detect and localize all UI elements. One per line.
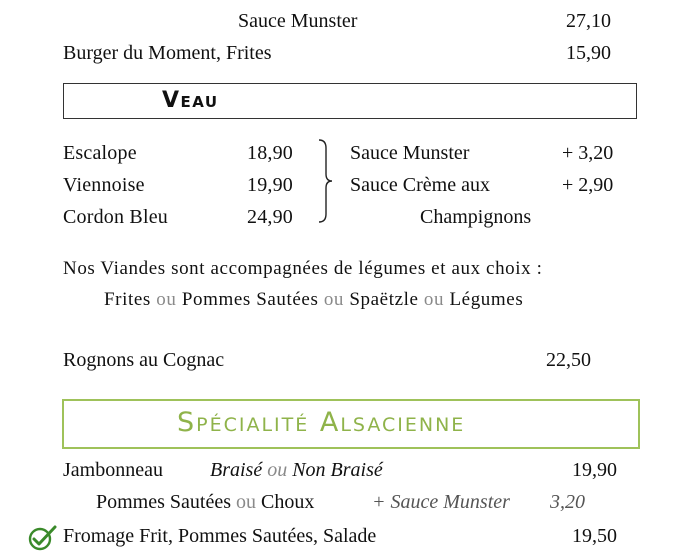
rognons-price: 22,50 (546, 349, 591, 371)
or-separator: ou (423, 289, 445, 310)
veau-section-title: Veau (162, 88, 219, 113)
side-pommes-sautees: Pommes Sautées (96, 491, 231, 513)
sauce-extra-price: 3,20 (550, 491, 585, 513)
jambonneau-sides (96, 491, 314, 514)
burger-label: Burger du Moment, Frites (63, 42, 272, 64)
fromage-frit-label: Fromage Frit, Pommes Sautées, Salade (63, 525, 377, 547)
side-choux: Choux (261, 491, 315, 513)
sauce-munster-label: Sauce Munster (350, 142, 470, 164)
check-circle-icon (28, 525, 58, 551)
accompaniment-options (104, 289, 523, 311)
veau-item-cordon-bleu: Cordon Bleu (63, 206, 168, 228)
or-separator: ou (236, 491, 256, 513)
right-brace-icon (316, 138, 336, 224)
specialite-section-title: Spécialité Alsacienne (177, 407, 466, 438)
sauce-munster-price: + 3,20 (562, 142, 614, 164)
veau-item-viennoise-price: 19,90 (247, 174, 293, 196)
fromage-frit-price: 19,50 (572, 525, 617, 547)
sauce-creme-continuation: Champignons (420, 206, 532, 228)
option-pommes-sautees: Pommes Sautées (181, 289, 319, 310)
sauce-extra-label: + Sauce Munster (372, 491, 510, 513)
jambonneau-options (210, 459, 383, 482)
veau-item-viennoise: Viennoise (63, 174, 145, 196)
jambonneau-label: Jambonneau (63, 459, 163, 481)
option-spaetzle: Spaëtzle (349, 289, 419, 310)
veau-item-escalope: Escalope (63, 142, 137, 164)
or-separator: ou (323, 289, 345, 310)
sauce-creme-label: Sauce Crème aux (350, 174, 490, 196)
veau-item-escalope-price: 18,90 (247, 142, 293, 164)
jambonneau-price: 19,90 (572, 459, 617, 481)
burger-price: 15,90 (566, 42, 611, 64)
sauce-creme-price: + 2,90 (562, 174, 614, 196)
option-legumes: Légumes (449, 289, 524, 310)
or-separator: ou (156, 289, 177, 310)
veau-section-box (63, 83, 637, 119)
sauce-munster-top-label: Sauce Munster (238, 10, 358, 32)
option-braise: Braisé (210, 459, 263, 481)
option-frites: Frites (104, 289, 151, 310)
veau-item-cordon-bleu-price: 24,90 (247, 206, 293, 228)
or-separator: ou (267, 459, 288, 481)
sauce-munster-top-price: 27,10 (566, 10, 611, 32)
option-non-braise: Non Braisé (292, 459, 383, 481)
accompaniment-line: Nos Viandes sont accompagnées de légumes et aux choix : (63, 258, 543, 279)
rognons-label: Rognons au Cognac (63, 349, 225, 371)
